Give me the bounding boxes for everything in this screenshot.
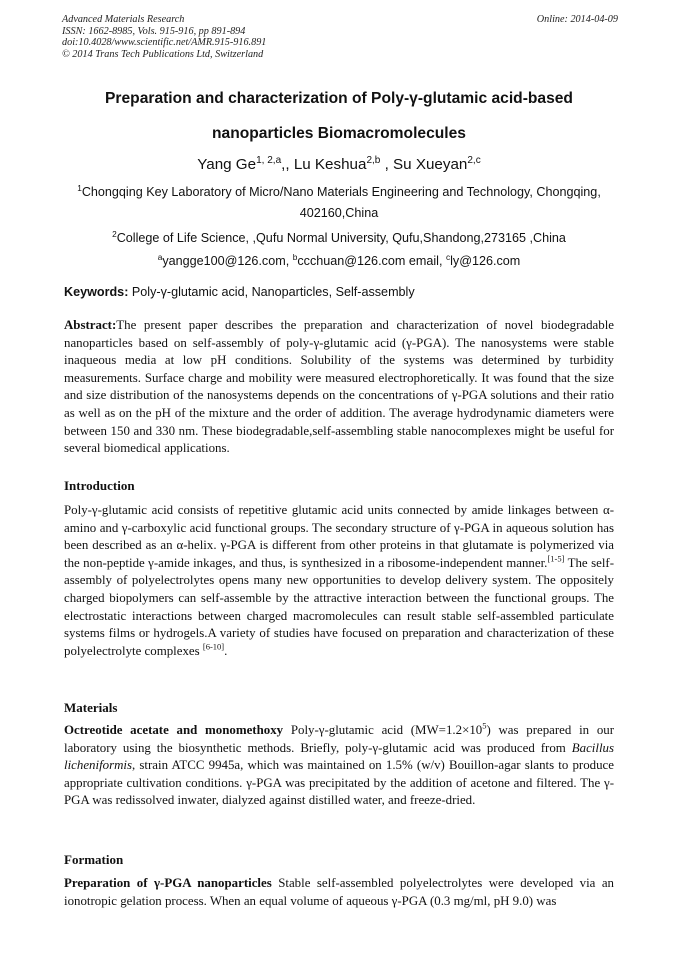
introduction-heading: Introduction xyxy=(64,478,135,493)
paper-title-line-1: Preparation and characterization of Poly-γ-glutamic acid-based xyxy=(105,90,573,107)
email-text: ccchuan@126.com email, xyxy=(297,254,446,268)
keywords xyxy=(64,285,616,299)
formation-subheading: Preparation of γ-PGA nanoparticles xyxy=(64,876,272,890)
abstract-label: Abstract: xyxy=(64,318,117,332)
materials-text: ) was prepared in our laboratory using the biosynthetic methods. Briefly, poly-γ-glutamic acid was produced from xyxy=(64,723,614,755)
keywords-label: Keywords: xyxy=(64,285,129,299)
email-text: yangge100@126.com, xyxy=(162,254,293,268)
author-name: Lu Keshua xyxy=(293,156,367,173)
affiliation-mark: 2 xyxy=(112,228,117,239)
keywords-text: Poly-γ-glutamic acid, Nanoparticles, Self-assembly xyxy=(128,285,415,299)
formation-text: Stable self-assembled polyelectrolytes were developed via an ionotropic gelation process. When an equal volume of aqueous γ-PGA (0.3 mg/ml, pH 9.0) was xyxy=(64,876,614,908)
journal-name: Advanced Materials Research xyxy=(62,14,185,25)
citation: [6-10] xyxy=(202,641,225,652)
copyright-line: © 2014 Trans Tech Publications Ltd, Switzerland xyxy=(62,48,264,60)
formation-paragraph xyxy=(64,875,614,910)
abstract xyxy=(64,317,614,458)
affiliation-text: Chongqing Key Laboratory of Micro/Nano Materials Engineering and Technology, Chongqing, 402160,China xyxy=(81,185,601,220)
materials-text: Poly-γ-glutamic acid (MW=1.2×10 xyxy=(283,723,483,737)
introduction-text: The self-assembly of polyelectrolytes opens many new opportunities to develop delivery system. The oppositely charged biopolymers can self-assemble by the attractive interaction between the functional groups. The electrostatic interactions between charged macromolecules can result stable self-assembled particulate systems films or hydrogels.A variety of studies have focused on preparation and characterization of these polyelectrolyte complexes xyxy=(64,555,614,658)
affiliation-2 xyxy=(50,228,628,249)
email-text: ly@126.com xyxy=(450,254,521,268)
email-mark: c xyxy=(445,251,451,262)
affiliation-mark: 1 xyxy=(77,182,82,193)
organism-name: Bacillus licheniformis xyxy=(64,740,614,773)
author-affiliation-mark: 1, 2,a xyxy=(256,154,282,166)
abstract-text: The present paper describes the preparation and characterization of novel biodegradable nanoparticles based on self-assembly of poly-γ-glutamic acid (γ-PGA). The nanosystems were stable inaqueous media at low pH conditions. Solubility of the systems was determined by turbidity measurements. Surface charge and mobility were measured electrophoretically. It was found that the size and size distribution of the nanosystems depends on the concentrations of γ-PGA solutions and their ratio as well as on the pH of the mixture and the order of addition. The average hydrodynamic diameters were between 150 and 330 nm. These biodegradable,self-assembling stable nanocomplexes might be useful for several biomedical applications. xyxy=(64,318,614,456)
author-affiliation-mark: 2,b xyxy=(366,154,381,166)
doi-line: doi:10.4028/www.scientific.net/AMR.915-916.891 xyxy=(62,37,267,49)
issn-line: ISSN: 1662-8985, Vols. 915-916, pp 891-894 xyxy=(62,25,246,37)
citation: [1-5] xyxy=(547,553,565,564)
online-date: Online: 2014-04-09 xyxy=(536,14,618,25)
author-affiliation-mark: 2,c xyxy=(467,154,481,166)
introduction-text: . xyxy=(224,643,228,658)
introduction-paragraph xyxy=(64,502,614,660)
author-emails xyxy=(50,251,628,272)
materials-heading: Materials xyxy=(64,700,118,715)
affiliation-text: College of Life Science, ,Qufu Normal University, Qufu,Shandong,273165 ,China xyxy=(116,231,566,245)
email-mark: b xyxy=(292,251,298,262)
materials-text: , strain ATCC 9945a, which was maintained on 1.5% (w/v) Bouillon-agar slants to produce appropriate cultivation conditions. γ-PGA was precipitated by the addition of acetone and filtered. The γ-PGA was redissolved inwater, dialyzed against distilled water, and freeze-dried. xyxy=(64,758,614,808)
introduction-text: Poly-γ-glutamic acid consists of repetitive glutamic acid units connected by amide linkages between α-amino and γ-carboxylic acid functional groups. The secondary structure of γ-PGA in aqueous solution has been described as an α-helix. γ-PGA is different from other proteins in that glutamate is polymerized via the non-peptide γ-amide inkages, and thus, is synthesized in a ribosome-independent manner. xyxy=(64,503,614,570)
journal-header xyxy=(62,14,618,60)
affiliation-1 xyxy=(50,182,628,224)
paper-title-line-2: nanoparticles Biomacromolecules xyxy=(212,125,466,142)
author-separator: ,, xyxy=(281,156,294,173)
exponent: 5 xyxy=(482,720,487,731)
materials-paragraph xyxy=(64,722,614,810)
author-list xyxy=(40,156,638,173)
author-name: Su Xueyan xyxy=(393,156,468,173)
author-separator: , xyxy=(380,156,394,173)
author-name: Yang Ge xyxy=(197,156,257,173)
formation-heading: Formation xyxy=(64,852,124,867)
email-mark: a xyxy=(157,251,163,262)
materials-subheading: Octreotide acetate and monomethoxy xyxy=(64,723,284,737)
